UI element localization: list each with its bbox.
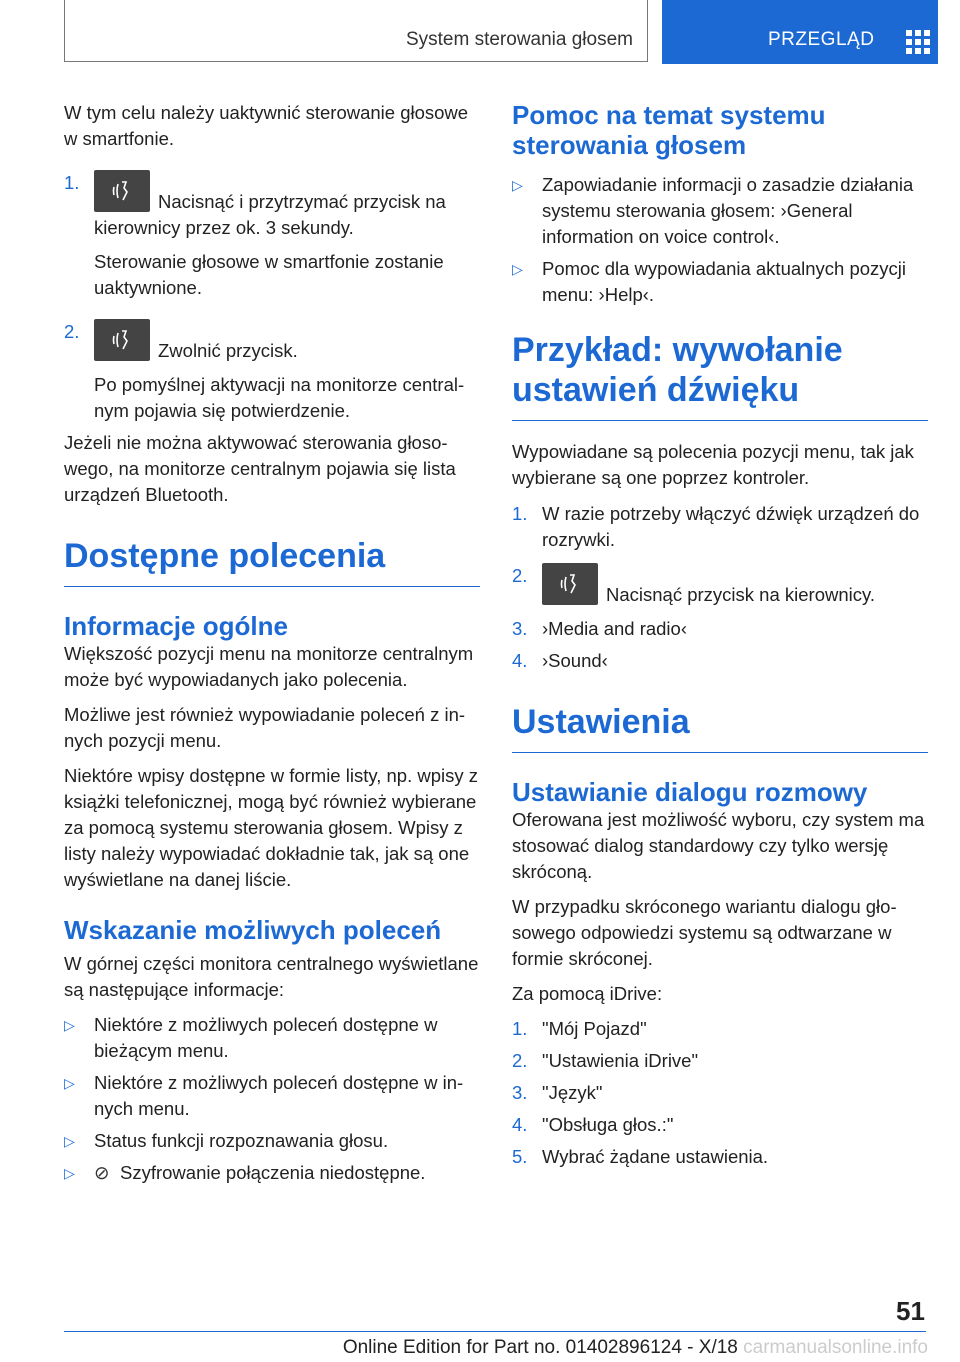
- list-item: 1. "Mój Pojazd": [512, 1018, 647, 1039]
- list-item: ▷ ⊘ Szyfrowanie połączenia niedostępne.: [64, 1160, 480, 1186]
- heading-dialog-settings: Ustawianie dialogu rozmowy: [512, 777, 868, 807]
- footer: [0, 1337, 928, 1359]
- list-item: ▷ Niektóre z możliwych poleceń dostępne w innych menu.: [64, 1072, 464, 1119]
- step-3: 3. ›Media and radio‹: [512, 618, 687, 639]
- paragraph: Większość pozycji menu na monitorze centralnym może być wypowiadanych jako polecenia.: [64, 643, 474, 690]
- step-number: 2.: [64, 321, 80, 342]
- section-title: System sterowania głosem: [405, 29, 633, 50]
- step-text: Nacisnąć i przytrzymać przycisk na kierownicy przez ok. 3 sekundy.: [94, 191, 446, 238]
- step-text: Zwolnić przycisk.: [158, 340, 298, 361]
- heading-example: Przykład: wywołanie ustawień dźwięku: [512, 330, 928, 421]
- intro-text: W tym celu należy uaktywnić sterowanie głosowe w smartfonie.: [64, 102, 469, 149]
- footer-divider: [64, 1331, 926, 1332]
- page-number: 51: [896, 1296, 925, 1326]
- step-2: [64, 319, 480, 364]
- no-encryption-icon: ⊘: [94, 1162, 110, 1183]
- list-item: ▷ Zapowiadanie informacji o zasadzie działania systemu sterowania głosem: ›General information on voice control‹.: [512, 174, 914, 247]
- paragraph: Niektóre wpisy dostępne w formie listy, np. wpisy z książki telefonicznej, mogą być również wybierane za pomocą systemu sterowania głosem. Wpisy z listy należy wypowiadać dokładnie tak, jak są one wyświetlane na danej liście.: [64, 765, 479, 890]
- list-item: ▷ Niektóre z możliwych poleceń dostępne w bieżącym menu.: [64, 1014, 438, 1061]
- list-item: 4. "Obsługa głos.:": [512, 1114, 674, 1135]
- step-4: 4. ›Sound‹: [512, 650, 608, 671]
- paragraph: Oferowana jest możliwość wyboru, czy system ma stosować dialog standardowy czy tylko wersję skróconą.: [512, 809, 925, 882]
- triangle-bullet-icon: ▷: [64, 1017, 75, 1033]
- step-1: 1. W razie potrzeby włączyć dźwięk urządzeń do rozrywki.: [512, 503, 920, 550]
- step-note: Po pomyślnej aktywacji na monitorze centralnym pojawia się potwierdzenie.: [94, 374, 465, 421]
- grid-icon: [906, 30, 930, 54]
- paragraph: W górnej części monitora centralnego wyświetlane są następujące informacje:: [64, 953, 479, 1000]
- heading-settings: Ustawienia: [512, 702, 928, 753]
- overview-label: PRZEGLĄD: [768, 29, 875, 50]
- triangle-bullet-icon: ▷: [64, 1165, 75, 1181]
- step-2: 2. Nacisnąć przycisk na kierownicy.: [512, 565, 876, 605]
- step-number: 1.: [64, 172, 80, 193]
- triangle-bullet-icon: ▷: [512, 261, 523, 277]
- list-item: 2. "Ustawienia iDrive": [512, 1050, 699, 1071]
- voice-button-icon: [542, 563, 598, 605]
- bluetooth-note: Jeżeli nie można aktywować sterowania głosowego, na monitorze centralnym pojawia się lista urządzeń Bluetooth.: [64, 432, 456, 505]
- list-item: 5. Wybrać żądane ustawienia.: [512, 1146, 769, 1167]
- left-column: [64, 100, 480, 1192]
- paragraph: Za pomocą iDrive:: [512, 983, 663, 1004]
- right-column: [512, 100, 928, 1170]
- triangle-bullet-icon: ▷: [512, 177, 523, 193]
- heading-possible-commands: Wskazanie możliwych poleceń: [64, 915, 442, 945]
- list-item: ▷ Status funkcji rozpoznawania głosu.: [64, 1128, 480, 1154]
- heading-general-info: Informacje ogólne: [64, 611, 288, 641]
- edition-text: Online Edition for Part no. 01402896124 - X/18: [342, 1337, 738, 1358]
- step-note: Sterowanie głosowe w smartfonie zostanie uaktywnione.: [94, 251, 444, 298]
- list-item: ▷ Pomoc dla wypowiadania aktualnych pozycji menu: ›Help‹.: [512, 258, 907, 305]
- list-item: 3. "Język": [512, 1082, 603, 1103]
- overview-button[interactable]: [662, 0, 938, 64]
- voice-button-icon: [94, 319, 150, 361]
- paragraph: Wypowiadane są polecenia pozycji menu, tak jak wybierane są one poprzez kontroler.: [512, 441, 914, 488]
- watermark: carmanualsonline.info: [743, 1337, 928, 1358]
- triangle-bullet-icon: ▷: [64, 1133, 75, 1149]
- step-1: [64, 170, 480, 241]
- paragraph: W przypadku skróconego wariantu dialogu głosowego odpowiedzi systemu są odtwarzane w formie skróconej.: [512, 896, 897, 969]
- heading-help: Pomoc na temat systemu sterowania głosem: [512, 100, 826, 160]
- paragraph: Możliwe jest również wypowiadanie poleceń z innych pozycji menu.: [64, 704, 466, 751]
- heading-available-commands: Dostępne polecenia: [64, 536, 480, 587]
- voice-button-icon: [94, 170, 150, 212]
- triangle-bullet-icon: ▷: [64, 1075, 75, 1091]
- section-header: [64, 0, 648, 62]
